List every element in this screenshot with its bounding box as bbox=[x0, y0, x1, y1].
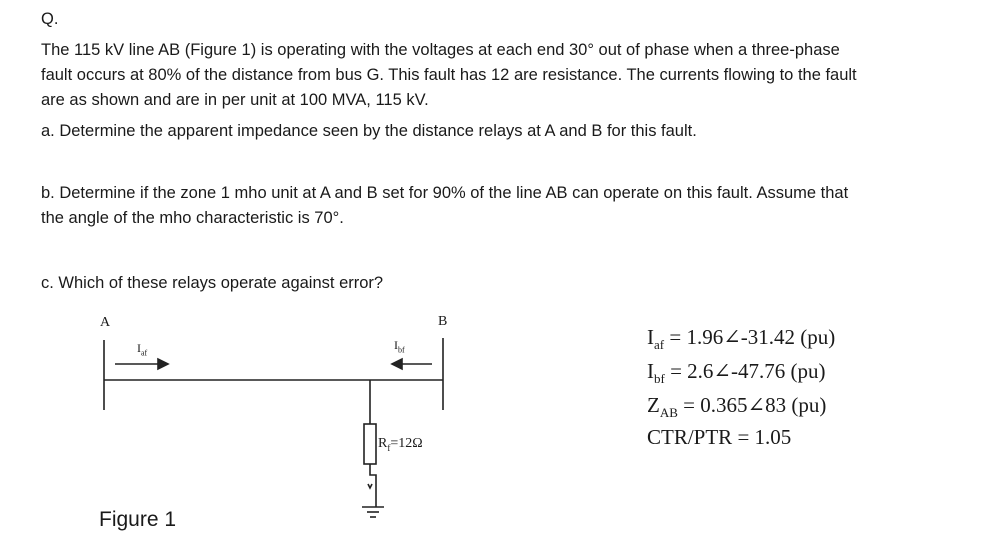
bus-b-label: B bbox=[438, 314, 448, 329]
resistor-label: $R_f=12\Omega$ bbox=[378, 436, 423, 453]
part-b-line-2: the angle of the mho characteristic is 70°. bbox=[41, 209, 344, 227]
ibf-label: $I_{bf}$ bbox=[394, 338, 405, 355]
given-ibf: $I_{bf}$ = 2.6∠-47.76 (pu) bbox=[647, 359, 826, 387]
arrow-iaf bbox=[115, 359, 168, 369]
intro-line-2: fault occurs at 80% of the distance from bus G. This fault has 12 are resistance. The currents flowing to the fault bbox=[41, 66, 857, 84]
given-zab: $Z_{AB}$ = 0.365∠83 (pu) bbox=[647, 393, 827, 421]
fault-resistor bbox=[364, 424, 376, 464]
given-iaf: $I_{af}$ = 1.96∠-31.42 (pu) bbox=[647, 325, 836, 353]
arrow-ibf bbox=[392, 359, 432, 369]
part-c: c. Which of these relays operate against error? bbox=[41, 274, 384, 292]
intro-line-1: The 115 kV line AB (Figure 1) is operating with the voltages at each end 30° out of phase when a three-phase bbox=[41, 41, 840, 59]
given-ctr-ptr: CTR/PTR = 1.05 bbox=[647, 425, 792, 449]
figure-caption: Figure 1 bbox=[99, 508, 177, 531]
part-a: a. Determine the apparent impedance seen by the distance relays at A and B for this fault. bbox=[41, 122, 697, 140]
iaf-label: $I_{af}$ bbox=[137, 341, 148, 358]
bus-a-label: A bbox=[100, 315, 111, 330]
question-label: Q. bbox=[41, 10, 59, 28]
intro-line-3: are as shown and are in per unit at 100 MVA, 115 kV. bbox=[41, 91, 429, 109]
part-b-line-1: b. Determine if the zone 1 mho unit at A and B set for 90% of the line AB can operate on this fault. Assume that bbox=[41, 184, 849, 202]
